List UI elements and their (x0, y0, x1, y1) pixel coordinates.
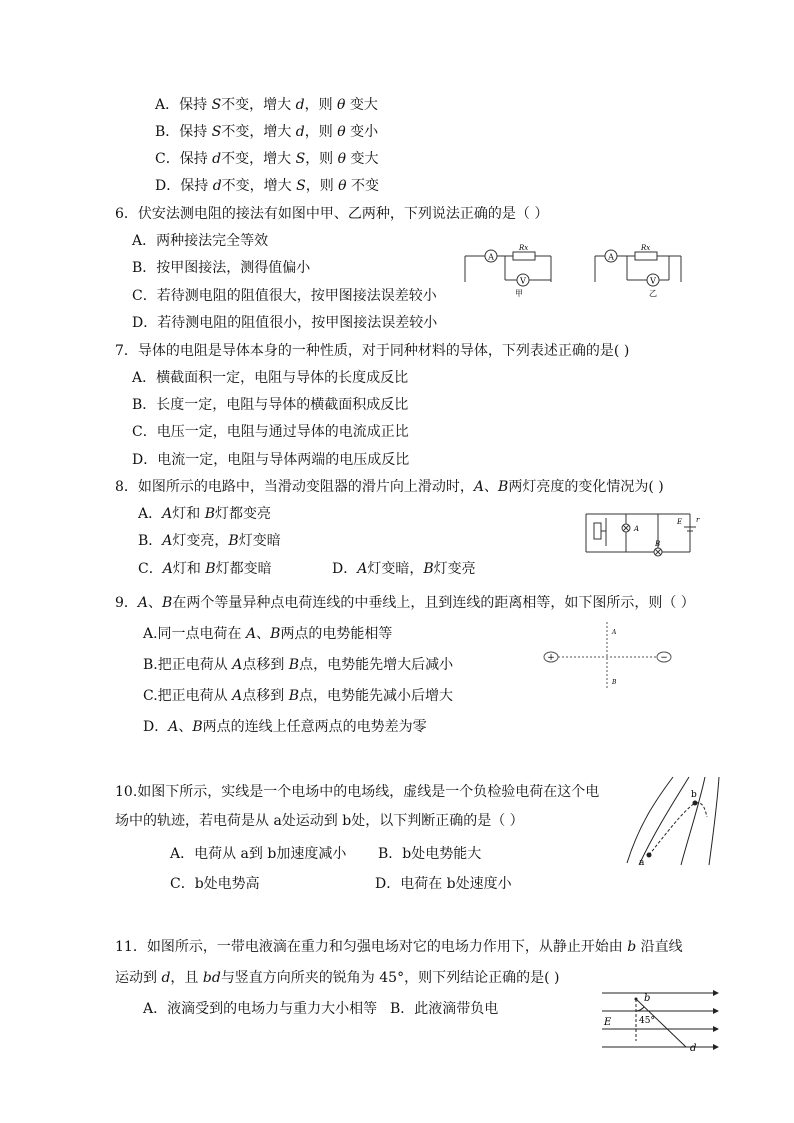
positive-charge-label: + (547, 653, 555, 663)
jia-resistor-label: Rx (519, 244, 529, 252)
q5-option-c: C．保持 d不变，增大 S，则 θ 变大 (155, 151, 379, 167)
q9-stem: 9．A、B在两个等量异种点电荷连线的中垂线上，且到连线的距离相等，如下图所示，则（ ） (115, 595, 695, 611)
lamp-a-label: A (634, 525, 640, 533)
q7-stem: 7．导体的电阻是导体本身的一种性质，对于同种材料的导体，下列表述正确的是( ) (115, 343, 630, 359)
angle-arc (636, 1007, 644, 1011)
field-label: E (604, 1017, 612, 1028)
angle-label: 45° (639, 1016, 655, 1026)
point-b-dot (635, 998, 638, 1001)
q9-option-c: C.把正电荷从 A点移到 B点，电势能先减小后增大 (143, 688, 453, 704)
q8-stem: 8．如图所示的电路中，当滑动变阻器的滑片向上滑动时，A、B两灯亮度的变化情况为( ) (115, 479, 664, 495)
q7-option-a: A．横截面积一定，电阻与导体的长度成反比 (132, 370, 409, 386)
q11-field-figure (600, 985, 722, 1057)
yi-voltmeter-label: V (650, 276, 656, 286)
field-line-4 (709, 777, 719, 865)
jia-ammeter-label: A (488, 252, 494, 262)
q5-option-d: D．保持 d不变，增大 S，则 θ 不变 (155, 178, 380, 194)
yi-caption: 乙 (649, 289, 657, 298)
q11-option-a: A．液滴受到的电场力与重力大小相等 (143, 1001, 378, 1017)
q8-option-d: D．A灯变暗，B灯变亮 (332, 561, 476, 577)
q9-option-b: B.把正电荷从 A点移到 B点，电势能先增大后减小 (143, 657, 454, 673)
q10-option-a: A．电荷从 a到 b加速度减小 (170, 846, 347, 862)
q10-field-figure (625, 773, 725, 868)
point-b-label: b (644, 993, 651, 1004)
point-b-label: b (691, 790, 697, 800)
point-a-label: a (639, 858, 645, 868)
q6-stem: 6．伏安法测电阻的接法有如图中甲、乙两种，下列说法正确的是（ ） (115, 206, 549, 222)
q9-charges-figure (540, 620, 685, 692)
rheostat (594, 523, 601, 539)
q11-stem-line1: 11．如图所示，一带电液滴在重力和匀强电场对它的电场力作用下，从静止开始由 b 沿直线 (115, 939, 683, 955)
q10-option-b: B．b处电势能大 (378, 846, 482, 862)
lamp-b-label: B (655, 540, 661, 548)
q5-option-b: B．保持 S不变，增大 d，则 θ 变小 (155, 124, 379, 140)
q9-option-d: D．A、B两点的连线上任意两点的电势差为零 (143, 719, 427, 735)
q7-option-b: B．长度一定，电阻与导体的横截面积成反比 (132, 397, 409, 413)
q5-option-a: A．保持 S不变，增大 d，则 θ 变大 (155, 97, 378, 113)
q6-option-b: B．按甲图接法，测得值偏小 (132, 260, 311, 276)
q8-option-c: C．A灯和 B灯都变暗 (138, 561, 272, 577)
point-b-label: B (612, 679, 617, 686)
q10-option-c: C．b处电势高 (170, 876, 260, 892)
q6-option-a: A．两种接法完全等效 (132, 233, 269, 249)
q9-option-a: A.同一点电荷在 A、B两点的电势能相等 (143, 626, 393, 642)
q11-option-b: B．此液滴带负电 (390, 1001, 499, 1017)
point-b-dot (693, 801, 698, 806)
q10-option-d: D．电荷在 b处速度小 (375, 876, 512, 892)
q6-option-c: C．若待测电阻的阻值很大，按甲图接法误差较小 (132, 288, 437, 304)
jia-voltmeter-label: V (520, 276, 526, 286)
q7-option-d: D．电流一定，电阻与导体两端的电压成反比 (132, 452, 410, 468)
field-line-1 (627, 777, 673, 863)
emf-label: E (677, 518, 683, 526)
q6-option-d: D．若待测电阻的阻值很小，按甲图接法误差较小 (132, 315, 438, 331)
point-a-label: A (612, 629, 617, 636)
q8-circuit-figure (578, 510, 703, 558)
internal-resistance-label: r (696, 516, 700, 524)
q8-option-a: A．A灯和 B灯都变亮 (138, 506, 271, 522)
point-d-label: d (690, 1043, 697, 1054)
q10-stem-line2: 场中的轨迹，若电荷是从 a处运动到 b处，以下判断正确的是（ ） (115, 813, 524, 829)
yi-ammeter-label: A (608, 252, 614, 262)
circuit-jia (465, 250, 551, 286)
point-a-dot (647, 853, 652, 858)
q6-circuit-figure (455, 242, 705, 300)
negative-charge-label: − (660, 653, 668, 663)
q8-option-b: B．A灯变亮，B灯变暗 (138, 533, 281, 549)
q10-stem-line1: 10.如图下所示，实线是一个电场中的电场线，虚线是一个负检验电荷在这个电 (115, 784, 600, 800)
jia-caption: 甲 (515, 289, 523, 298)
q7-option-c: C．电压一定，电阻与通过导体的电流成正比 (132, 424, 409, 440)
q11-stem-line2: 运动到 d，且 bd与竖直方向所夹的锐角为 45°，则下列结论正确的是( ) (115, 970, 560, 986)
yi-resistor-label: Rx (641, 244, 651, 252)
